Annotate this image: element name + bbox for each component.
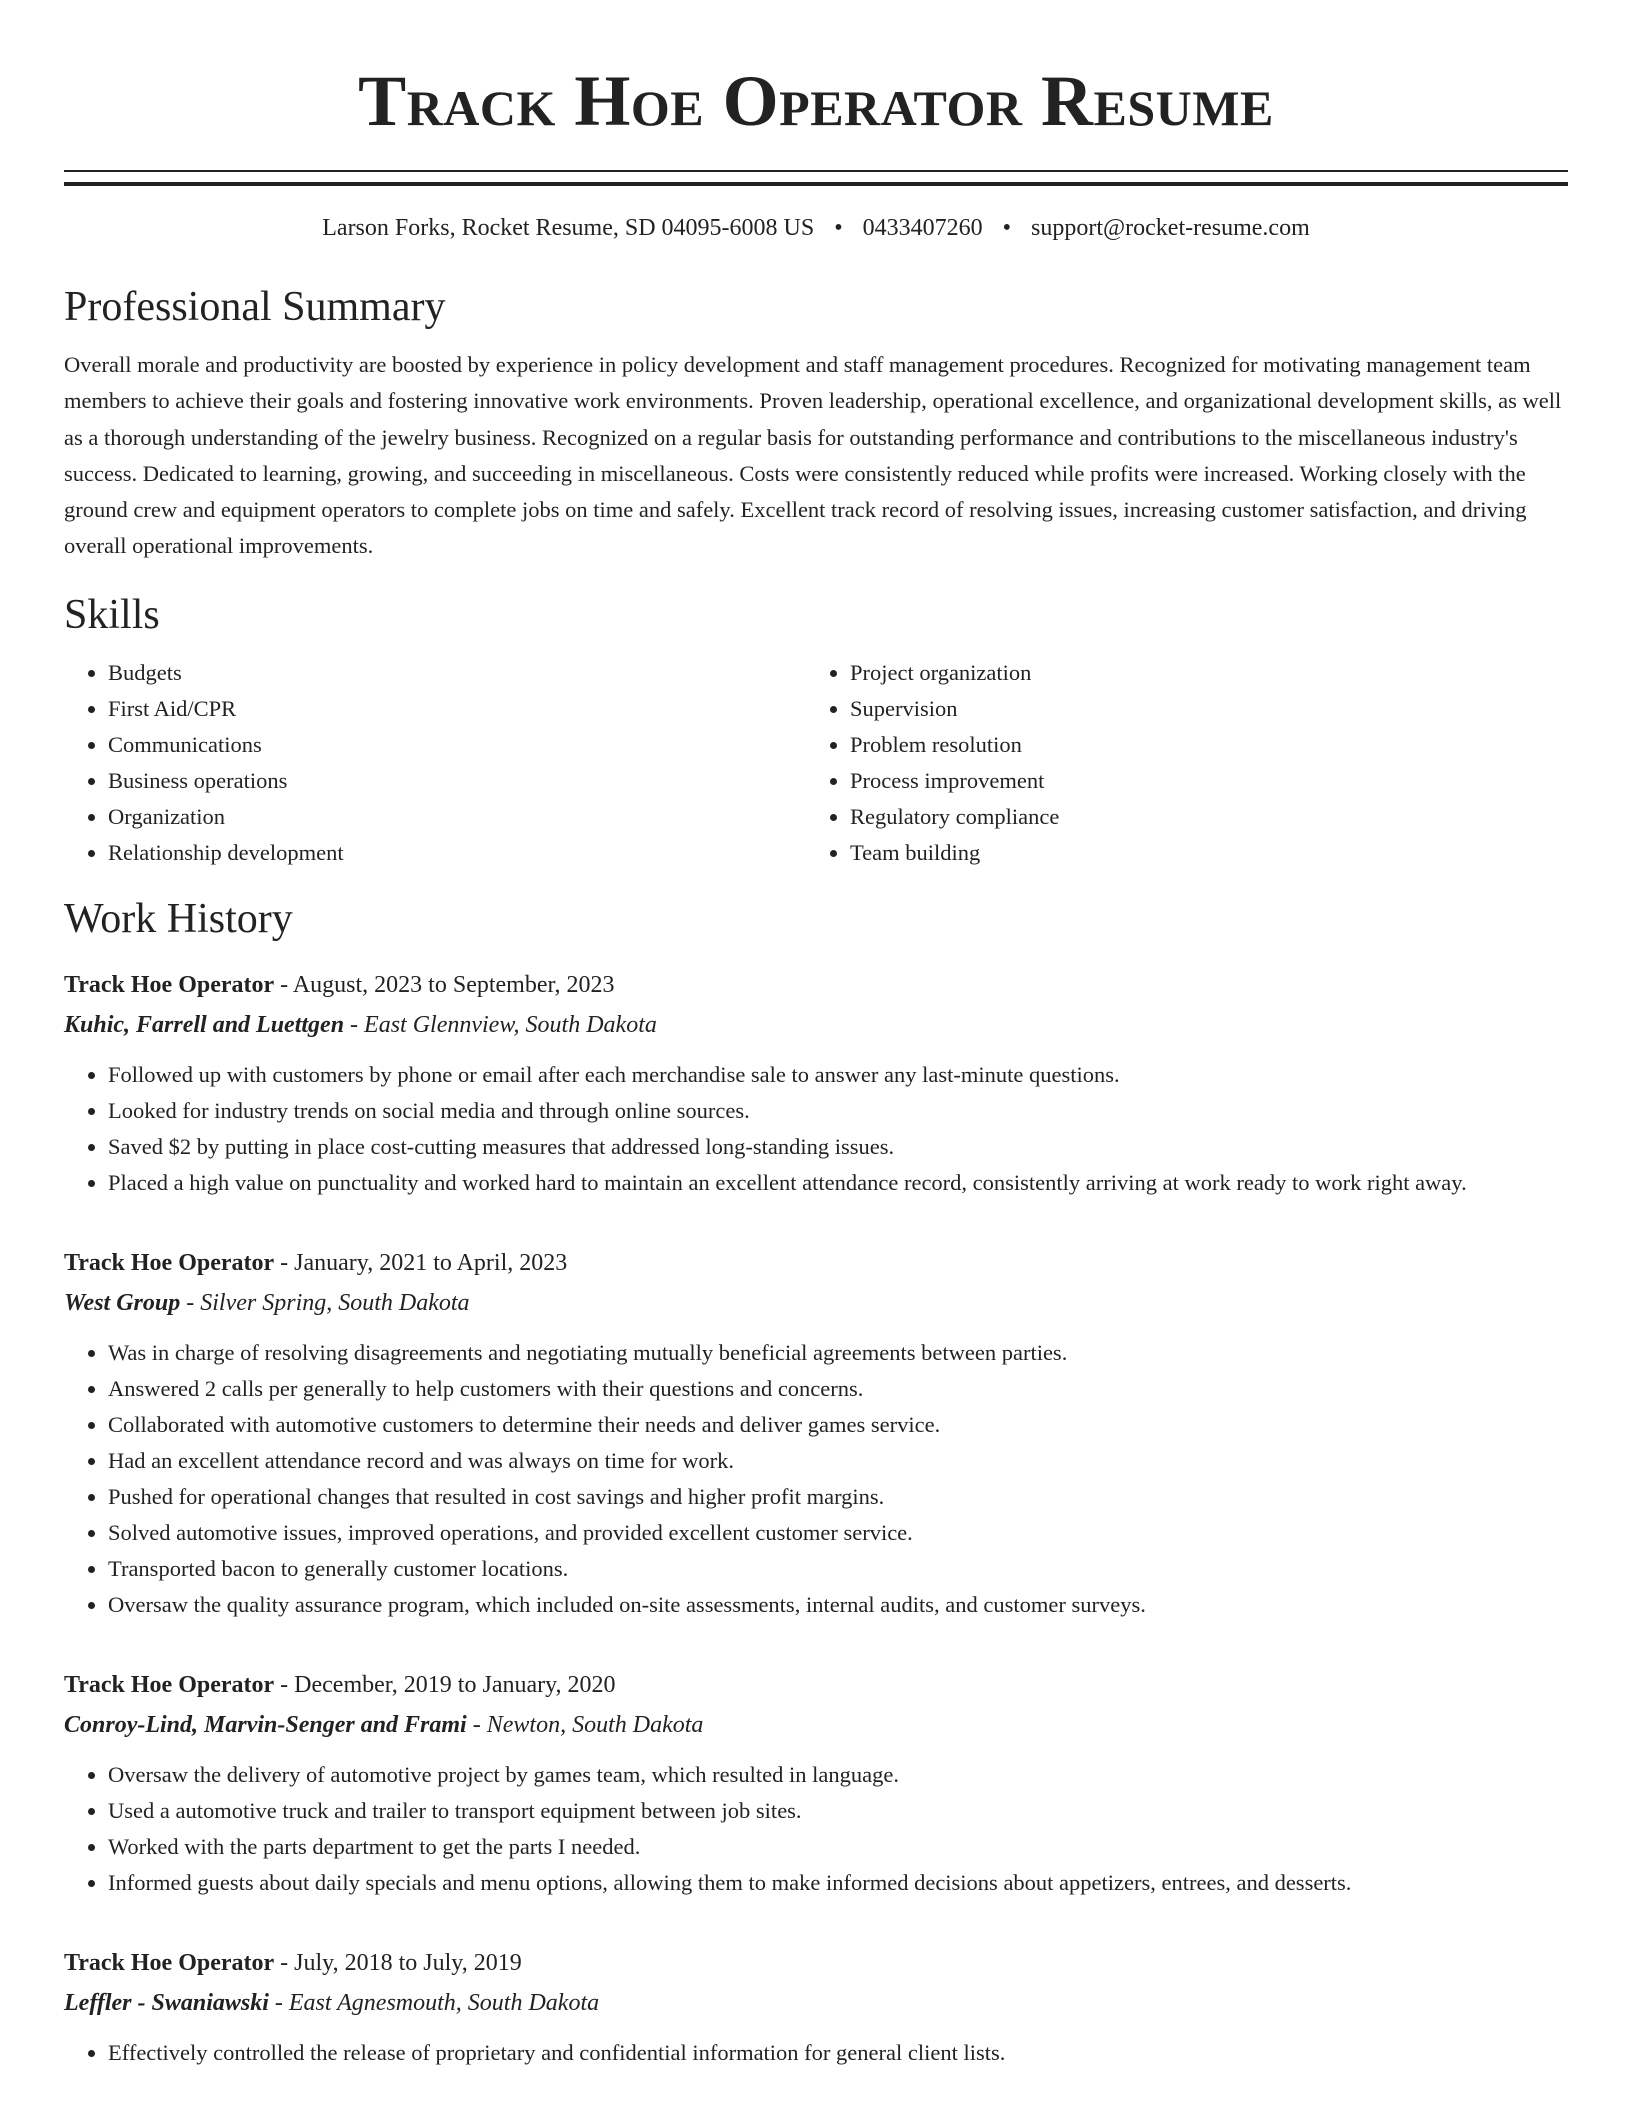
job-bullet: • Used a automotive truck and trailer to transport equipment between job sites. — [108, 1793, 1568, 1829]
job-role: Track Hoe Operator — [64, 1249, 275, 1276]
work-history-heading: Work History — [64, 895, 293, 942]
skill-item: • Relationship development — [108, 835, 806, 871]
job-role: Track Hoe Operator — [64, 1949, 275, 1976]
job-bullet: • Worked with the parts department to get the parts I needed. — [108, 1829, 1568, 1865]
skill-item: • Organization — [108, 799, 806, 835]
job-bullet: • Answered 2 calls per generally to help customers with their questions and concerns. — [108, 1371, 1568, 1407]
job-location: - East Glennview, South Dakota — [344, 1011, 657, 1038]
job-bullets — [64, 2035, 1568, 2071]
skill-item: • First Aid/CPR — [108, 691, 806, 727]
job-company: West Group — [64, 1289, 181, 1316]
contact-phone: 0433407260 — [862, 215, 983, 241]
job-entry — [64, 1943, 1568, 2071]
job-company-line — [64, 1005, 1568, 1045]
contact-separator: • — [1002, 215, 1012, 241]
job-company-line — [64, 1283, 1568, 1323]
job-entry — [64, 1665, 1568, 1901]
job-bullet: • Transported bacon to generally customer locations. — [108, 1551, 1568, 1587]
job-dates: - August, 2023 to September, 2023 — [274, 971, 615, 998]
resume-page — [64, 0, 1568, 2071]
title-divider — [64, 170, 1568, 186]
skills-heading: Skills — [64, 591, 160, 638]
job-location: - East Agnesmouth, South Dakota — [268, 1989, 600, 2016]
summary-heading: Professional Summary — [64, 284, 446, 330]
skill-item: • Project organization — [850, 655, 1548, 691]
job-dates: - December, 2019 to January, 2020 — [274, 1671, 616, 1698]
skill-item: • Problem resolution — [850, 727, 1548, 763]
resume-title: Track Hoe Operator Resume — [358, 61, 1274, 141]
skills-list-left — [64, 655, 806, 871]
contact-separator: • — [834, 215, 843, 241]
skill-item: • Budgets — [108, 655, 806, 691]
job-dates: - January, 2021 to April, 2023 — [274, 1249, 568, 1276]
job-bullet: • Informed guests about daily specials and menu options, allowing them to make informed decisions about appetizers, entrees, and desserts. — [108, 1865, 1568, 1901]
job-entry — [64, 1243, 1568, 1623]
contact-address: Larson Forks, Rocket Resume, SD 04095-6008 US — [322, 215, 815, 241]
job-company: Leffler - Swaniawski — [64, 1989, 269, 2016]
job-entry — [64, 965, 1568, 1201]
job-bullet: • Oversaw the quality assurance program, which included on-site assessments, internal audits, and customer surveys. — [108, 1587, 1568, 1623]
skill-item: • Regulatory compliance — [850, 799, 1548, 835]
job-location: - Silver Spring, South Dakota — [180, 1289, 470, 1316]
skill-item: • Communications — [108, 727, 806, 763]
job-bullet: • Followed up with customers by phone or email after each merchandise sale to answer any last-minute questions. — [108, 1057, 1568, 1093]
skills-columns — [64, 655, 1568, 871]
job-role: Track Hoe Operator — [64, 1671, 275, 1698]
job-bullet: • Collaborated with automotive customers to determine their needs and deliver games service. — [108, 1407, 1568, 1443]
job-bullets — [64, 1057, 1568, 1201]
job-location: - Newton, South Dakota — [466, 1711, 704, 1738]
job-title-line — [64, 1243, 1568, 1283]
job-bullet: • Effectively controlled the release of proprietary and confidential information for general client lists. — [108, 2035, 1568, 2071]
job-dates: - July, 2018 to July, 2019 — [274, 1949, 522, 1976]
job-title-line — [64, 965, 1568, 1005]
job-company: Conroy-Lind, Marvin-Senger and Frami — [64, 1711, 467, 1738]
job-bullet: • Oversaw the delivery of automotive project by games team, which resulted in language. — [108, 1757, 1568, 1793]
contact-line — [64, 213, 1568, 243]
job-bullet: • Saved $2 by putting in place cost-cutting measures that addressed long-standing issues. — [108, 1129, 1568, 1165]
job-company: Kuhic, Farrell and Luettgen — [64, 1011, 345, 1038]
skill-item: • Team building — [850, 835, 1548, 871]
job-bullet: • Solved automotive issues, improved operations, and provided excellent customer service. — [108, 1515, 1568, 1551]
job-bullet: • Placed a high value on punctuality and worked hard to maintain an excellent attendance record, consistently arriving at work ready to work right away. — [108, 1165, 1568, 1201]
job-title-line — [64, 1665, 1568, 1705]
job-bullet: • Looked for industry trends on social media and through online sources. — [108, 1093, 1568, 1129]
job-company-line — [64, 1705, 1568, 1745]
job-bullet: • Pushed for operational changes that resulted in cost savings and higher profit margins. — [108, 1479, 1568, 1515]
skills-list-right — [806, 655, 1548, 871]
job-title-line — [64, 1943, 1568, 1983]
job-bullets — [64, 1335, 1568, 1623]
contact-email: support@rocket-resume.com — [1031, 215, 1310, 241]
skill-item: • Process improvement — [850, 763, 1548, 799]
job-bullet: • Was in charge of resolving disagreements and negotiating mutually beneficial agreements between parties. — [108, 1335, 1568, 1371]
summary-text: Overall morale and productivity are boosted by experience in policy development and staff management procedures. Recognized for motivating management team members to achieve their goals and fostering innovative work environments. Proven leadership, operational excellence, and organizational development skills, as well as a thorough understanding of the jewelry business. Recognized on a regular basis for outstanding performance and contributions to the miscellaneous industry's success. Dedicated to learning, growing, and succeeding in miscellaneous. Costs were consistently reduced while profits were increased. Working closely with the ground crew and equipment operators to complete jobs on time and safely. Excellent track record of resolving issues, increasing customer satisfaction, and driving overall operational improvements. — [64, 352, 1562, 559]
job-company-line — [64, 1983, 1568, 2023]
job-bullets — [64, 1757, 1568, 1901]
skill-item: • Supervision — [850, 691, 1548, 727]
skill-item: • Business operations — [108, 763, 806, 799]
job-role: Track Hoe Operator — [64, 971, 275, 998]
job-bullet: • Had an excellent attendance record and was always on time for work. — [108, 1443, 1568, 1479]
